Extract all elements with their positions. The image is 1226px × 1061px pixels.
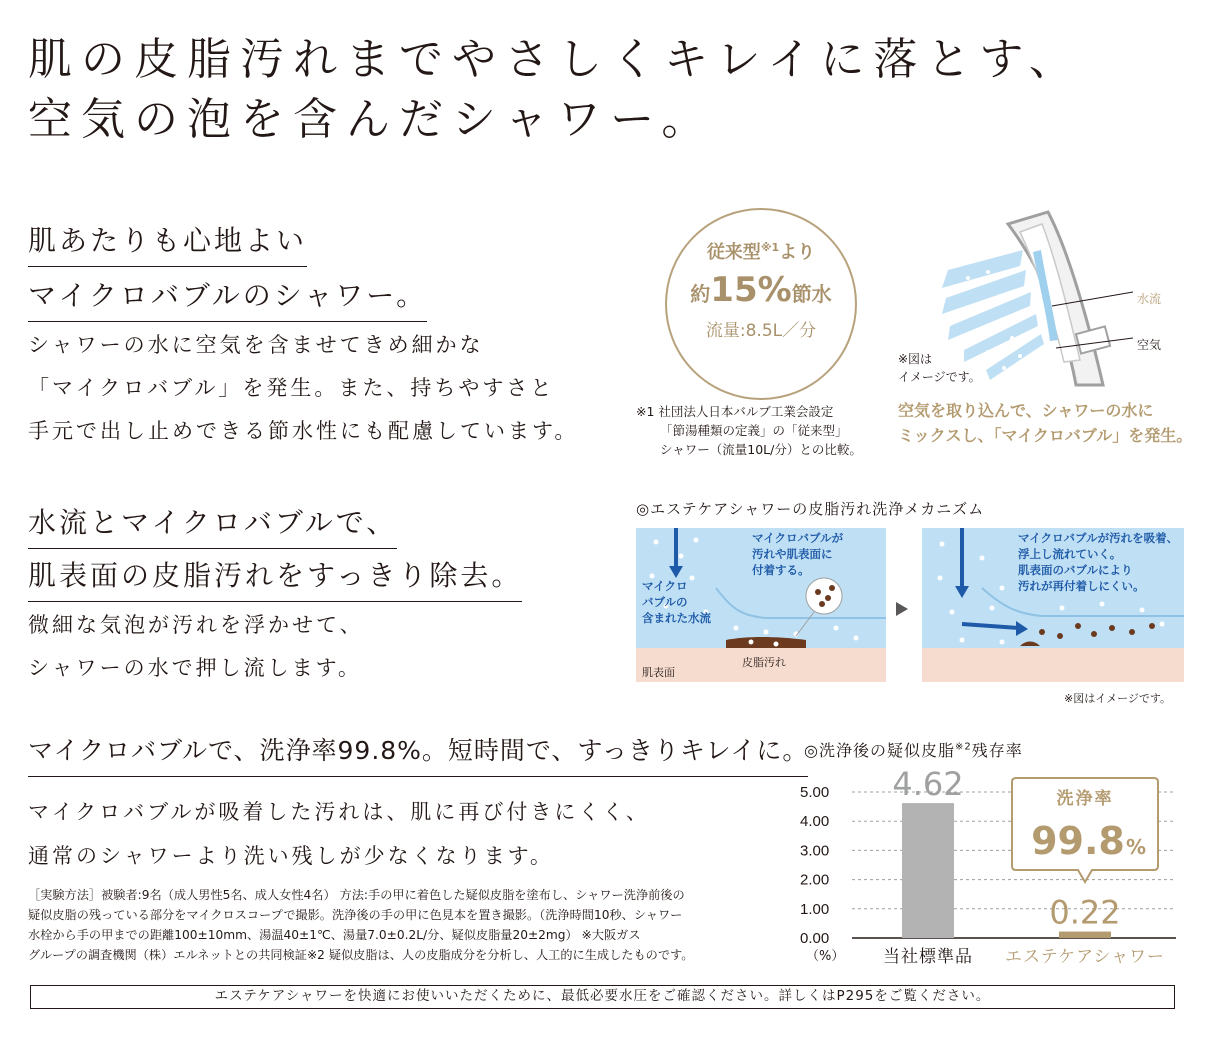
section1-title-line1: 肌あたりも心地よい (28, 224, 307, 267)
section3-body-line: マイクロバブルが吸着した汚れは、肌に再び付きにくく、 (28, 800, 650, 824)
right-callout-line: 肌表面のバブルにより (1018, 563, 1133, 577)
y-tick-label: 1.00 (800, 900, 830, 918)
badge-line1 (667, 238, 855, 264)
label-air: 空気 (1137, 338, 1162, 352)
callout-unit: % (1125, 835, 1147, 859)
water-saving-badge (665, 208, 857, 400)
chart-title (804, 738, 1023, 761)
section1-body-line: 手元で出し止めできる節水性にも配慮しています。 (28, 419, 579, 443)
badge-line2 (667, 270, 855, 310)
section3-body (28, 790, 650, 878)
shower-caption (898, 398, 1192, 448)
right-callout-line: マイクロバブルが汚れを吸着、 (1018, 531, 1179, 545)
left-panel-label-line: 含まれた水流 (642, 611, 711, 625)
sebum-label: 皮脂汚れ (742, 656, 786, 669)
y-tick-label: 5.00 (800, 784, 830, 801)
bar (1059, 932, 1111, 938)
category-label: 当社標準品 (883, 947, 973, 967)
badge-percent: 15% (710, 270, 792, 310)
right-panel-callout (1018, 530, 1178, 594)
left-callout-line: マイクロバブルが (752, 531, 844, 545)
badge-post: 節水 (791, 282, 832, 306)
left-panel-label (642, 578, 711, 626)
figure-note (898, 350, 981, 386)
y-tick-label: 2.00 (800, 871, 830, 889)
section2-body (28, 604, 364, 690)
section2-title-line1: 水流とマイクロバブルで、 (28, 506, 397, 549)
section1-body-line: 「マイクロバブル」を発生。また、持ちやすさと (28, 376, 555, 400)
section3-title-text: マイクロバブルで、洗浄率99.8%。短時間で、すっきりキレイに。 (28, 734, 808, 777)
left-callout-line: 汚れや肌表面に (752, 547, 833, 561)
bar (902, 803, 954, 938)
section2-body-line: 微細な気泡が汚れを浮かせて、 (28, 613, 364, 637)
footnote-line: シャワー（流量10L/分）との比較。 (660, 442, 862, 457)
headline-line-1: 肌の皮脂汚れまでやさしくキレイに落とす、 (28, 34, 1082, 85)
y-tick-label: 0.00 (800, 930, 830, 947)
mechanism-title: ◎エステケアシャワーの皮脂汚れ洗浄メカニズム (636, 500, 985, 518)
chart-title-main: ◎洗浄後の疑似皮脂 (804, 741, 955, 760)
figure-note-line: イメージです。 (898, 370, 981, 384)
experiment-line: 疑似皮脂の残っている部分をマイクロスコープで撮影。洗浄後の手の甲に色見本を置き撮影。（洗浄時間10秒、シャワー (28, 908, 683, 922)
badge-sup: ※1 (760, 241, 780, 254)
section1-body-line: シャワーの水に空気を含ませてきめ細かな (28, 333, 484, 357)
page-headline (28, 30, 1082, 150)
footnote-line: ※1 社団法人日本バルブ工業会設定 (636, 404, 834, 419)
experiment-line: 水栓から手の甲までの距離100±10mm、湯温40±1℃、湯量7.0±0.2L/分、疑似皮脂量20±2mg） ※大阪ガス (28, 928, 641, 942)
footnote-1 (636, 402, 862, 459)
shower-caption-line: ミックスし、「マイクロバブル」を発生。 (898, 426, 1193, 445)
y-unit-label: （%） (806, 949, 845, 964)
left-panel-callout (752, 530, 843, 578)
badge-tail: より (779, 242, 816, 263)
section1-title-line2: マイクロバブルのシャワー。 (28, 279, 427, 322)
section2-title-line2: 肌表面の皮脂汚れをすっきり除去。 (28, 559, 522, 602)
badge-conventional: 従来型 (706, 242, 761, 263)
shower-caption-line: 空気を取り込んで、シャワーの水に (898, 401, 1154, 420)
headline-line-2: 空気の泡を含んだシャワー。 (28, 94, 715, 145)
right-callout-line: 汚れが再付着しにくい。 (1018, 579, 1145, 593)
category-label: エステケアシャワー (1005, 947, 1165, 967)
section2-body-line: シャワーの水で押し流します。 (28, 656, 362, 680)
left-panel-label-line: バブルの (642, 595, 688, 609)
footer-notice: エステケアシャワーを快適にお使いいただくために、最低必要水圧をご確認ください。詳しくはP295をご覧ください。 (30, 985, 1175, 1009)
footnote-line: 「節湯種類の定義」の「従来型」 (660, 423, 848, 438)
badge-flow: 流量:8.5L／分 (705, 321, 817, 341)
right-callout-line: 浮上し流れていく。 (1018, 547, 1122, 561)
mechanism-note: ※図はイメージです。 (1064, 692, 1172, 705)
residual-rate-chart (796, 766, 1180, 970)
y-tick-label: 4.00 (800, 813, 830, 831)
section2-title (28, 506, 522, 602)
callout-label: 洗浄率 (1056, 789, 1114, 809)
bar-value-label: 0.22 (1049, 893, 1121, 932)
bar-value-label: 4.62 (892, 766, 964, 804)
experiment-line: グループの調査機関（株）エルネットとの共同検証※2 疑似皮脂は、人の皮脂成分を分析し、人工的に生成したものです。 (28, 948, 694, 962)
figure-note-line: ※図は (898, 352, 933, 366)
experiment-line: ［実験方法］被験者:9名（成人男性5名、成人女性4名） 方法:手の甲に着色した疑似皮脂を塗布し、シャワー洗浄前後の (28, 888, 685, 902)
chart-title-tail: 残存率 (971, 741, 1023, 760)
skin-label: 肌表面 (642, 666, 675, 679)
left-callout-line: 付着する。 (752, 563, 810, 577)
section1-body (28, 324, 578, 453)
experiment-method (28, 885, 693, 965)
badge-pre: 約 (690, 282, 711, 306)
section3-title (28, 734, 808, 777)
callout-value: 99.8 (1031, 819, 1125, 863)
label-water-flow: 水流 (1137, 292, 1162, 306)
arrow-right-icon (894, 600, 910, 618)
section3-body-line: 通常のシャワーより洗い残しが少なくなります。 (28, 844, 554, 868)
y-tick-label: 3.00 (800, 842, 830, 860)
chart-title-sup: ※2 (954, 741, 972, 753)
left-panel-label-line: マイクロ (642, 579, 688, 593)
section1-title (28, 224, 427, 322)
